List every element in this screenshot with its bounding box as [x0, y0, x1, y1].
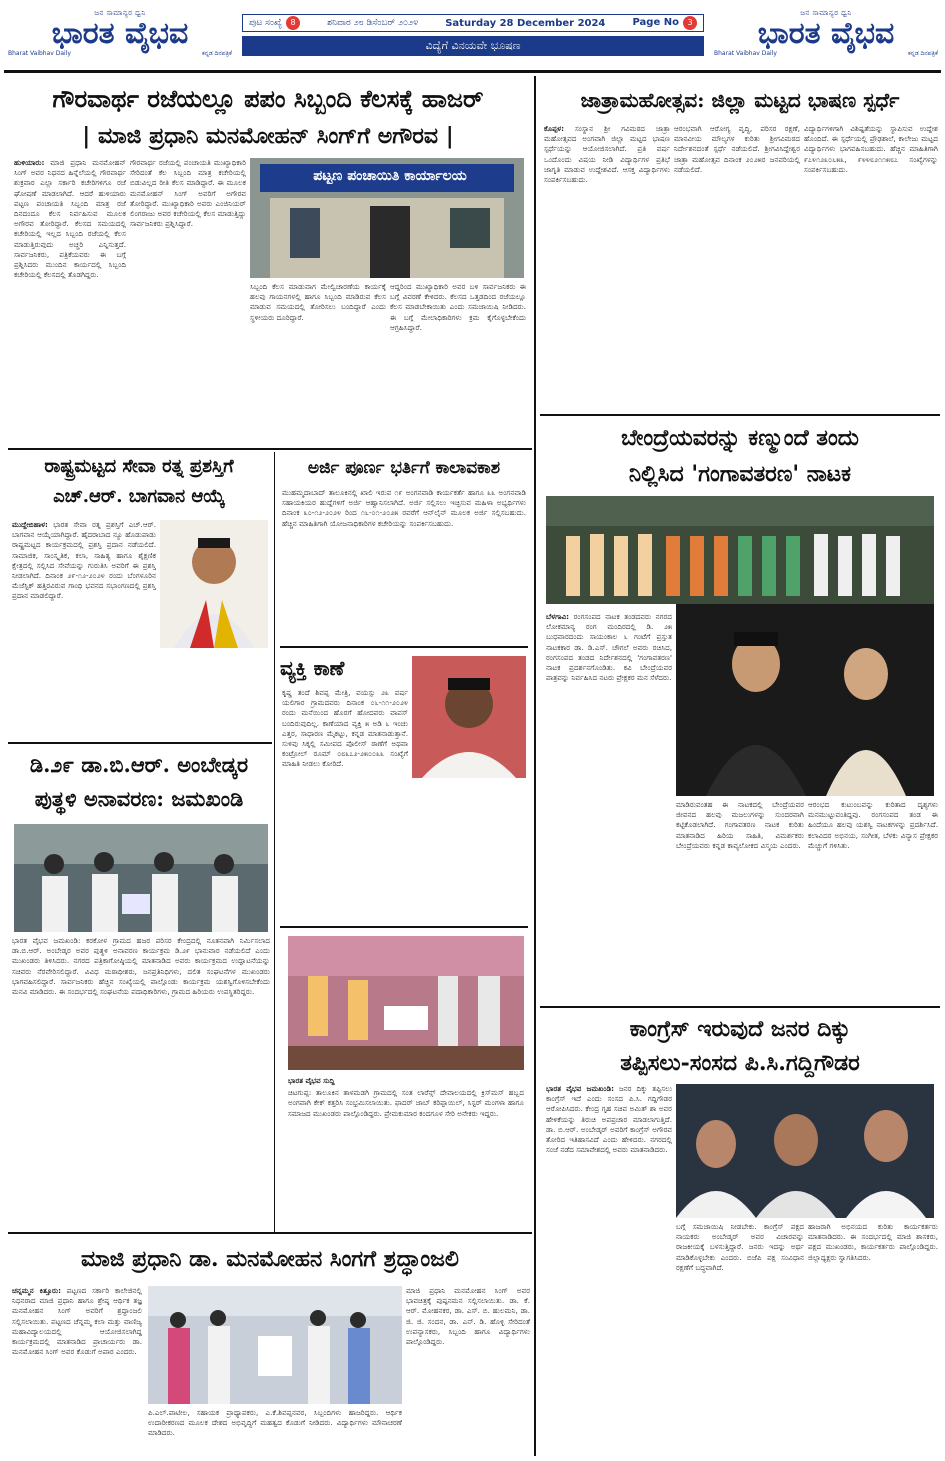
gaurava-dateline: ಹುಳಿಯಾರು: [14, 158, 45, 167]
bendre-group-photo [546, 496, 934, 604]
bendre-dateline: ಬೆಳಗಾವಿ: [546, 612, 570, 621]
arji-text: ಮುಹಮ್ಮದಾಬಾದ್ ತಾಲೂಕಿನಲ್ಲಿ ಖಾಲಿ ಇರುವ ೧೯ ಅಂಗನವಾಡಿ ಕಾರ್ಯಕರ್ತೆ ಹಾಗೂ ೩೩ ಅಂಗನವಾಡಿ ಸಹಾಯಕಿಯರ ಹುದ್ದೆಗಳಿಗೆ ಅರ್ಜಿ ಆಹ್ವಾನಿಸಲಾಗಿದೆ. ಅರ್ಜಿ ಸಲ್ಲಿಸಲು ಇಚ್ಛಿಸುವ ಮಹಿಳಾ ಅಭ್ಯರ್ಥಿಗಳು ದಿನಾಂಕ ೩೦-೧೨-೨೦೨೪ ರಿಂದ ೧೬-೦೧-೨೦೨೫ ರವರೆಗೆ ಆನ್‌ಲೈನ್ ಮೂಲಕ ಅರ್ಜಿ ಸಲ್ಲಿಸಬಹುದು. ಹೆಚ್ಚಿನ ಮಾಹಿತಿಗಾಗಿ ಯೋಜನಾಧಿಕಾರಿಗಳ ಕಚೇರಿಯನ್ನು ಸಂಪರ್ಕಿಸಬಹುದು. [282, 488, 526, 528]
jatra-col-3 [804, 124, 938, 414]
divider-2 [8, 742, 272, 744]
gaurava-text-4: ಆದ್ದರಿಂದ ಮುಖ್ಯಾಧಿಕಾರಿ ಅವರ ಬಳಿ ಸಾರ್ವಜನಿಕರು ಈ ಬಗ್ಗೆ ವಿವರಣೆ ಕೇಳಿದರು. ಕೆಲಸದ ಒತ್ತಡದಿಂದ ರಜೆಯಲ್ಲೂ ಕೆಲಸ ಮಾಡಬೇಕಾಯಿತು ಎಂದು ಸಮಜಾಯಿಷಿ ನೀಡಿದರು. ಈ ಬಗ್ಗೆ ಮೇಲಾಧಿಕಾರಿಗಳು ಕ್ರಮ ಕೈಗೊಳ್ಳಬೇಕೆಂದು ಆಗ್ರಹಿಸಿದ್ದಾರೆ. [390, 282, 526, 332]
ambedkar-headline-1: ಡಿ.೨೯ ಡಾ.ಬಿ.ಆರ್. ಅಂಬೇಡ್ಕರ [29, 752, 249, 777]
jatra-dateline: ಕೊಪ್ಪಳ: [544, 124, 565, 133]
jatra-text-3: ವಿದ್ಯಾರ್ಥಿಗಳಿಗಾಗಿ ವಿಶಿಷ್ಟತೆಯನ್ನು ಸ್ಥಾಪಿಸುವ ಉದ್ದೇಶ ಹೊಂದಿದೆ. ಈ ಸ್ಪರ್ಧೆಯಲ್ಲಿ ಪ್ರೌಢಶಾಲೆ, ಕಾಲೇಜು ಮಟ್ಟದ ವಿದ್ಯಾರ್ಥಿಗಳು ಭಾಗವಹಿಸಬಹುದು. ಹೆಚ್ಚಿನ ಮಾಹಿತಿಗಾಗಿ ೯೭೪೧೨೩೦೬೫೩, ೯೪೪೮೨೧೧೫೮೭ ಸಂಖ್ಯೆಗಳನ್ನು ಸಂಪರ್ಕಿಸಬಹುದು. [804, 124, 938, 174]
congress-text-1: ಜನರ ದಿಕ್ಕು ತಪ್ಪಿಸಲು ಕಾಂಗ್ರೆಸ್ ಇದೆ ಎಂದು ಸಂಸದ ಪಿ.ಸಿ. ಗದ್ದಿಗೌಡರ ಆರೋಪಿಸಿದರು. ಕೇಂದ್ರ ಗೃಹ ಸಚಿವ ಅಮಿತ್ ಶಾ ಅವರ ಹೇಳಿಕೆಯನ್ನು ತಿರುಚಿ ಅಪಪ್ರಚಾರ ಮಾಡಲಾಗುತ್ತಿದೆ. ಡಾ. ಬಿ.ಆರ್. ಅಂಬೇಡ್ಕರ್ ಅವರಿಗೆ ಕಾಂಗ್ರೆಸ್ ಅಗೌರವ ತೋರಿದ ಇತಿಹಾಸವಿದೆ ಎಂದು ಹೇಳಿದರು. ನಗರದಲ್ಲಿ ಸಂಜೆ ನಡೆದ ಸಮಾವೇಶದಲ್ಲಿ ಅವರು ಮಾತನಾಡಿದರು. [546, 1084, 672, 1155]
page-number: 3 [683, 16, 697, 30]
logo-title: ಭಾರತ ವೈಭವ [51, 15, 189, 51]
pattana-panchayat-photo [250, 158, 524, 278]
logo-english-right: Bharat Vaibhav Daily [714, 49, 777, 57]
logo-title-right: ಭಾರತ ವೈಭವ [757, 15, 895, 51]
congress-dateline: ಭಾರತ ವೈಭವ ಜಮಖಂಡಿ: [546, 1084, 614, 1093]
christmas-text: ಚಿಟಗುಪ್ಪ: ತಾಲೂಕಿನ ತಾಳಮಡಗಿ ಗ್ರಾಮದಲ್ಲಿ ಸಂತ ಲಾರೆನ್ಸ್ ದೇವಾಲಯದಲ್ಲಿ ಕ್ರಿಸ್‌ಮಸ್ ಹಬ್ಬದ ಅಂಗವಾಗಿ ಕೇಕ್ ಕತ್ತರಿಸಿ ಸಂಭ್ರಮಿಸಲಾಯಿತು. ಫಾದರ್ ಜಾಬ್ ಕರಿಪ್ಪಾಯಿಲ್, ಸಿಸ್ಟರ್ ಮಂಗಳಾ ಹಾಗೂ ಸಮಾಜದ ಮುಖಂಡರು ಪಾಲ್ಗೊಂಡಿದ್ದರು. ಪ್ರೇಮಕುಮಾರ ಕಂದಗೂಳ ಸೇರಿ ಅನೇಕರು ಇದ್ದರು. [288, 1088, 524, 1118]
vyakti-body [282, 688, 408, 914]
bendre-text-2: ಮಾಡಿರುವಂತಹ ಈ ನಾಟಕದಲ್ಲಿ ಬೇಂದ್ರೆಯವರ ಜೀವನದ ಹಲವು ಮಜಲುಗಳನ್ನು ಸುಂದರವಾಗಿ ಕಟ್ಟಿಕೊಡಲಾಗಿದೆ. ಗಂಗಾವತರಣ ನಾಟಕ ಕುರಿತು ಮಾತನಾಡಿದ ಹಿರಿಯ ಸಾಹಿತಿ, ವಿಮರ್ಶಕರು ಬೇಂದ್ರೆಯವರು ಕನ್ನಡ ಕಾವ್ಯಲೋಕದ ವಿಸ್ಮಯ ಎಂದರು. [676, 800, 804, 850]
seva-text: ಭಾರತ ಸೇವಾ ರತ್ನ ಪ್ರಶಸ್ತಿಗೆ ಎಚ್.ಆರ್. ಬಾಗವಾನ ಆಯ್ಕೆಯಾಗಿದ್ದಾರೆ. ಹೈದರಾಬಾದ ನ್ಯೂ ಹೊಡುಪಾಡು ರಾಷ್ಟ್ರಮಟ್ಟದ ಕಾರ್ಯಕ್ರಮದಲ್ಲಿ ಪ್ರಶಸ್ತಿ ಪ್ರದಾನ ನಡೆಯಲಿದೆ. ಸಾಮಾಜಿಕ, ಸಾಂಸ್ಕೃತಿಕ, ಕಲಾ, ಸಾಹಿತ್ಯ ಹಾಗೂ ಶೈಕ್ಷಣಿಕ ಕ್ಷೇತ್ರದಲ್ಲಿ ಸಲ್ಲಿಸಿದ ಸೇವೆಯನ್ನು ಗುರುತಿಸಿ ಅವರಿಗೆ ಈ ಪ್ರಶಸ್ತಿ ನೀಡಲಾಗಿದೆ. ದಿನಾಂಕ ೨೯-೧೨-೨೦೨೪ ರಂದು ಬೆಂಗಳೂರಿನ ಮೆಜೆಸ್ಟಿಕ್ ಹತ್ತಿರವಿರುವ ಗಾಂಧಿ ಭವನದ ಸಭಾಂಗಣದಲ್ಲಿ ಪ್ರಶಸ್ತಿ ಪ್ರದಾನ ಮಾಡಲಿದ್ದಾರೆ. [12, 520, 156, 601]
christmas-body [288, 1076, 524, 1226]
congress-text-3: ಹಾಜರಾಗಿ ಅಭಿನಯದ ಕುರಿತು ಕಾರ್ಯಕರ್ತರು ಮಾತನಾಡಿದರು. ಈ ಸಂದರ್ಭದಲ್ಲಿ ಮಾಜಿ ಶಾಸಕರು, ಪಕ್ಷದ ಮುಖಂಡರು, ಕಾರ್ಯಕರ್ತರು ಪಾಲ್ಗೊಂಡಿದ್ದರು. ಜಿಲ್ಲಾಧ್ಯಕ್ಷರು ಸ್ವಾಗತಿಸಿದರು. [808, 1222, 938, 1262]
gaurava-col-2 [130, 158, 246, 443]
issue-number: 8 [286, 16, 300, 30]
bendre-col-1 [546, 612, 672, 1002]
christmas-photo [288, 936, 524, 1070]
gaurava-text-1: ಮಾಜಿ ಪ್ರಧಾನಿ ಮನಮೋಹನ್ ಸಿಂಗ್ ಅವರ ನಿಧನದ ಹಿನ್ನೆಲೆಯಲ್ಲಿ ಗೌರವಾರ್ಥ ಶುಕ್ರವಾರ ಎಲ್ಲಾ ಸರ್ಕಾರಿ ಕಚೇರಿಗಳಿಗೂ ರಜೆ ಘೋಷಣೆ ಮಾಡಲಾಗಿದೆ. ಆದರೆ ಹುಳಿಯಾರು ಪಟ್ಟಣ ಪಂಚಾಯತಿ ಸಿಬ್ಬಂದಿ ಮಾತ್ರ ರಜೆ ದಿನದಂದೂ ಕೆಲಸ ನಿರ್ವಹಿಸುವ ಮೂಲಕ ಅಗೌರವ ತೋರಿದ್ದಾರೆ. ಕೆಲಸದ ಸಮಯದಲ್ಲಿ ಕಚೇರಿಯಲ್ಲಿ ಇಲ್ಲದ ಸಿಬ್ಬಂದಿ ರಜೆಯಲ್ಲಿ ಕೆಲಸ ಮಾಡುತ್ತಿರುವುದು ಅಚ್ಚರಿ ಎನ್ನಿಸುತ್ತದೆ. ಸಾರ್ವಜನಿಕರು, ಪತ್ರಿಕೆಯವರು ಈ ಬಗ್ಗೆ ಪ್ರಶ್ನಿಸಿದರು ಮುಂದಿನ ಕಾರ್ಯದಲ್ಲಿ ಸಿಬ್ಬಂದಿ ಕಚೇರಿಯಲ್ಲಿ ಕೆಲಸದಲ್ಲಿ ತೊಡಗಿದ್ದರು. [14, 158, 126, 280]
masthead-divider [4, 70, 941, 73]
motto-bar: ವಿದ್ಯೆಗೆ ವಿನಯವೇ ಭೂಷಣ [242, 36, 704, 56]
gaurava-text-3: ಸಿಬ್ಬಂದಿ ಕೆಲಸ ಮಾಡುವಾಗ ಮೇಲ್ವಿಚಾರಣೆಯ ಕಾರ್ಯಕ್ಕೆ ಹಲವು ಗಾಯನಗಳಲ್ಲಿ ಹಾಗೂ ಸಿಬ್ಬಂದಿ ಮಾಡಿರುವ ಕೆಲಸ ಮಾಡುವ ಸಮಯದಲ್ಲಿ ತೋರಿಸಲು ಬಂದಿದ್ದಾರೆ ಎಂದು ಸ್ಥಳೀಯರು ದೂರಿದ್ದಾರೆ. [250, 282, 386, 322]
pattana-sign-text: ಪಟ್ಟಣ ಪಂಚಾಯಿತಿ ಕಾರ್ಯಾಲಯ [313, 168, 467, 184]
shraddhanjali-col-3 [406, 1286, 530, 1456]
shraddhanjali-photo [148, 1286, 402, 1404]
column-divider-main [534, 76, 536, 1456]
gaurava-text-2: ಗೌರವಾರ್ಥ ರಜೆಯಲ್ಲಿ ಪಂಚಾಯತಿ ಮುಖ್ಯಾಧಿಕಾರಿ ಸೇರಿದಂತೆ ಕೆಲ ಸಿಬ್ಬಂದಿ ಮಾತ್ರ ಕಚೇರಿಯಲ್ಲಿ ಬಿಡುವಿಲ್ಲದ ರೀತಿ ಕೆಲಸ ಮಾಡಿದ್ದಾರೆ. ಈ ಮೂಲಕ ಮನಮೋಹನ್ ಸಿಂಗ್ ಅವರಿಗೆ ಅಗೌರವ ತೋರಿದ್ದಾರೆ. ಮುಖ್ಯಾಧಿಕಾರಿ ಅವರು ಎಂಜಿನಿಯರ್ ಲಿಂಗರಾಜು ಅವರ ಕಚೇರಿಯಲ್ಲಿ ಕೆಲಸ ಮಾಡುತ್ತಿದ್ದು ಸಾರ್ವಜನಿಕರು ಪ್ರಶ್ನಿಸಿದ್ದಾರೆ. [130, 158, 246, 229]
ambedkar-text: ಭಾರತ ವೈಭವ ಜಮಖಂಡಿ: ಕರಕೋಳ ಗ್ರಾಮದ ಹಜರ ಪರಿಸರ ಕೇಂದ್ರದಲ್ಲಿ ನೂತನವಾಗಿ ನಿರ್ಮಿಸಲಾದ ಡಾ.ಬಿ.ಆರ್. ಅಂಬೇಡ್ಕರ ಅವರ ಪುತ್ಥಳಿ ಅನಾವರಣ ಕಾರ್ಯಕ್ರಮ ಡಿ.೨೯ ಭಾನುವಾರ ನಡೆಯಲಿದೆ ಎಂದು ಮುಖಂಡರು ತಿಳಿಸಿದರು. ನಗರದ ಪತ್ರಿಕಾಗೋಷ್ಠಿಯಲ್ಲಿ ಮಾತನಾಡಿದ ಅವರು ಕಾರ್ಯಕ್ರಮದ ಉದ್ಘಾಟನೆಯನ್ನು ಸಚಿವರು ನೆರವೇರಿಸಲಿದ್ದಾರೆ. ವಿವಿಧ ಮಠಾಧೀಶರು, ಜನಪ್ರತಿನಿಧಿಗಳು, ದಲಿತ ಸಂಘಟನೆಗಳ ಮುಖಂಡರು ಭಾಗವಹಿಸಲಿದ್ದಾರೆ. ಸಾರ್ವಜನಿಕರು ಹೆಚ್ಚಿನ ಸಂಖ್ಯೆಯಲ್ಲಿ ಪಾಲ್ಗೊಂಡು ಕಾರ್ಯಕ್ರಮ ಯಶಸ್ವಿಗೊಳಿಸಬೇಕೆಂದು ಮನವಿ ಮಾಡಿದರು. ಈ ಸಂದರ್ಭದಲ್ಲಿ ಸಂಘಟನೆಯ ಪದಾಧಿಕಾರಿಗಳು, ಗ್ರಾಮದ ಹಿರಿಯರು ಉಪಸ್ಥಿತರಿದ್ದರು. [12, 936, 270, 997]
vyakti-text: ಕೃಷ್ಣ ತಂದೆ ಶಿವಪ್ಪ ಮೇತ್ರಿ, ವಯಸ್ಸು ೨೩ ವರ್ಷ ಯಲಿಗಾರ ಗ್ರಾಮದವರು ದಿನಾಂಕ ೦೬-೧೧-೨೦೨೪ ರಂದು ಮನೆಯಿಂದ ಹೊರಗೆ ಹೋದವರು ವಾಪಸ್ ಬಂದಿರುವುದಿಲ್ಲ. ಕಾಣೆಯಾದ ವ್ಯಕ್ತಿ ೫ ಅಡಿ ೬ ಇಂಚು ಎತ್ತರ, ಸಾಧಾರಣ ಮೈಕಟ್ಟು, ಕನ್ನಡ ಮಾತನಾಡುತ್ತಾನೆ. ಸುಳಿವು ಸಿಕ್ಕಲ್ಲಿ ಸಮೀಪದ ಪೊಲೀಸ್ ಠಾಣೆಗೆ ಅಥವಾ ಕಂಟ್ರೋಲ್ ರೂಮ್ ೦೮೩೭೨-೨೫೦೦೩೩ ಸಂಖ್ಯೆಗೆ ಮಾಹಿತಿ ನೀಡಲು ಕೋರಿದೆ. [282, 688, 408, 769]
bendre-col-3 [808, 800, 938, 1002]
arji-body [282, 488, 526, 638]
seva-body [12, 520, 156, 738]
shraddhanjali-text-3: ಮಾಜಿ ಪ್ರಧಾನಿ ಮನಮೋಹನ ಸಿಂಗ್ ಅವರ ಭಾವಚಿತ್ರಕ್ಕೆ ಪುಷ್ಪನಮನ ಸಲ್ಲಿಸಲಾಯಿತು. ಡಾ. ಕೆ. ಆರ್. ಮೋಹನಕರ, ಡಾ. ಎಸ್. ಬಿ. ಹುಲಮನಿ, ಡಾ. ಜಿ. ಜಿ. ಸಂದನ, ಡಾ. ಎನ್. ಡಿ. ಹೊಳ್ಳಿ ಸೇರಿದಂತೆ ಉಪನ್ಯಾಸಕರು, ಸಿಬ್ಬಂದಿ ಹಾಗೂ ವಿದ್ಯಾರ್ಥಿಗಳು ಪಾಲ್ಗೊಂಡಿದ್ದರು. [406, 1286, 530, 1347]
gaurava-col-1 [14, 158, 126, 443]
bendre-headline-1: ಬೇಂದ್ರೆಯವರನ್ನು ಕಣ್ಮುಂದೆ ತಂದು [621, 425, 859, 451]
bendre-stage-photo [676, 604, 934, 796]
page-label: Page No [632, 17, 679, 28]
missing-person-photo [412, 656, 526, 778]
logo-tagline-right: ಜನ ಸಾಮಾನ್ಯರ ಧ್ವನಿ [800, 8, 852, 17]
kannada-date: ಶನಿವಾರ ೨೮ ಡಿಸೆಂಬರ್ ೨೦೨೪ [327, 18, 419, 28]
logo-english: Bharat Vaibhav Daily [8, 49, 71, 57]
congress-headline-2: ತಪ್ಪಿಸಲು-ಸಂಸದ ಪಿ.ಸಿ.ಗದ್ದಿಗೌಡರ [620, 1050, 860, 1076]
divider-3 [280, 646, 528, 648]
issue-label: ಪುಟ ಸಂಖ್ಯೆ [249, 18, 282, 28]
divider-5 [8, 1232, 532, 1234]
divider-1 [8, 448, 532, 450]
divider-4 [280, 926, 528, 928]
vyakti-headline: ವ್ಯಕ್ತಿ ಕಾಣೆ [280, 656, 345, 680]
issue-bar [242, 14, 704, 32]
gaurava-headline-1: ಗೌರವಾರ್ಥ ರಜೆಯಲ್ಲೂ ಪಪಂ ಸಿಬ್ಬಂದಿ ಕೆಲಸಕ್ಕೆ ಹಾಜರ್ [52, 84, 484, 113]
shraddhanjali-headline: ಮಾಜಿ ಪ್ರಧಾನಿ ಡಾ. ಮನಮೋಹನ ಸಿಂಗಗೆ ಶ್ರದ್ಧಾಂಜಲಿ [81, 1246, 459, 1272]
shraddhanjali-col-1 [12, 1286, 142, 1456]
seva-headline: ರಾಷ್ಟ್ರಮಟ್ಟದ ಸೇವಾ ರತ್ನ ಪ್ರಶಸ್ತಿಗೆ ಎಚ್.ಆರ್. ಬಾಗವಾನ ಆಯ್ಕೆ [44, 456, 234, 507]
ambedkar-body [12, 936, 270, 1228]
christmas-dateline: ಭಾರತ ವೈಭವ ಸುದ್ದಿ [288, 1076, 335, 1085]
jatra-text-2: ಆರಂಭವಾಗಿ ಆರೋಗ್ಯ ವೃದ್ಧಿ, ಪರಿಸರ ರಕ್ಷಣೆ, ಮಾನವೀಯ ಮೌಲ್ಯಗಳ ಕುರಿತು ಶ್ರೀಗವಿಮಠದ ನಿರ್ದೇಶನದಂತೆ ಸ್ಪರ್ಧೆ ನಡೆಯಲಿದೆ. ಶ್ರೀಗವಿಸಿದ್ದೇಶ್ವರ ಜಾತ್ರಾ ಮಹೋತ್ಸವ ದಿನಾಂಕ ೨೦೨೫ರ ಜನವರಿಯಲ್ಲಿ ನಡೆಯಲಿದೆ. [674, 124, 800, 174]
masthead-logo-right [710, 4, 942, 62]
congress-photo [676, 1084, 934, 1218]
ambedkar-headline-2: ಪುತ್ಥಳಿ ಅನಾವರಣ: ಜಮಖಂಡಿ [34, 786, 244, 811]
english-date: Saturday 28 December 2024 [445, 17, 606, 29]
gaurava-headline-2: | ಮಾಜಿ ಪ್ರಧಾನಿ ಮನಮೋಹನ್ ಸಿಂಗ್‌ಗೆ ಅಗೌರವ | [82, 123, 454, 149]
shraddhanjali-col-2 [148, 1408, 402, 1456]
column-divider-left [274, 452, 275, 1232]
masthead-center [242, 14, 704, 60]
bendre-text-3: ಆರಂಭದ ಕುಟುಂಬವನ್ನು ಕುರಿತಾದ ದೃಶ್ಯಗಳು ಮನಮುಟ್ಟುವಂತಿದ್ದವು. ರಂಗಸಂಪದ ತಂಡ ಈ ಹಿಂದೆಯೂ ಹಲವು ಯಶಸ್ವಿ ನಾಟಕಗಳನ್ನು ಪ್ರದರ್ಶಿಸಿದೆ. ಕಲಾವಿದರ ಅಭಿನಯ, ಸಂಗೀತ, ಬೆಳಕು ವಿನ್ಯಾಸ ಪ್ರೇಕ್ಷಕರ ಮೆಚ್ಚುಗೆ ಗಳಿಸಿತು. [808, 800, 938, 850]
bendre-text-1: ರಂಗಸಂಪದ ನಾಟಕ ತಂಡದವರು ನಗರದ ಲೋಕಮಾನ್ಯ ರಂಗ ಮಂದಿರದಲ್ಲಿ ಡಿ. ೨೫ ಬುಧವಾರದಂದು ಸಾಯಂಕಾಲ ೬ ಗಂಟೆಗೆ ಪ್ರಸ್ತುತ ನಾಟಕಕಾರ ಡಾ. ಡಿ.ಎಸ್. ಚೌಗಲೆ ಅವರು ರಚಿಸಿದ, ರಂಗಸಂಪದ ತಂಡದ ನಿರ್ದೇಶನದಲ್ಲಿ 'ಗಂಗಾವತರಣ' ನಾಟಕ ಪ್ರದರ್ಶನಗೊಂಡಿತು. ಕವಿ ಬೇಂದ್ರೆಯವರ ಪಾತ್ರವನ್ನು ನಿರ್ವಹಿಸಿದ ನಟರು ಪ್ರೇಕ್ಷಕರ ಮನ ಸೆಳೆದರು. [546, 612, 672, 683]
shraddhanjali-text-2: ಪಿ.ಎಲ್.ಪಾಟೀಲ, ಸಹಾಯಕ ಪ್ರಾಧ್ಯಾಪಕರು, ಎ.ಕೆ.ಶಿವಪ್ಪನವರ, ಸಿಬ್ಬಂದಿಗಳು ಹಾಜರಿದ್ದರು. ಆರ್ಥಿಕ ಉದಾರೀಕರಣದ ಮೂಲಕ ದೇಶದ ಅಭಿವೃದ್ಧಿಗೆ ಮಹತ್ವದ ಕೊಡುಗೆ ನೀಡಿದರು. ವಿದ್ಯಾರ್ಥಿಗಳು ಮೌನಾಚರಣೆ ಮಾಡಿದರು. [148, 1408, 402, 1438]
masthead-logo-left [4, 4, 236, 62]
bendre-headline-2: ನಿಲ್ಲಿಸಿದ 'ಗಂಗಾವತರಣ' ನಾಟಕ [628, 461, 852, 487]
congress-col-3 [808, 1222, 938, 1454]
arji-headline: ಅರ್ಜಿ ಪೂರ್ಣ ಭರ್ತಿಗೆ ಕಾಲಾವಕಾಶ [307, 458, 501, 478]
ambedkar-group-photo [14, 824, 268, 932]
shraddhanjali-dateline: ಚನ್ನಮ್ಮನ ಕಿತ್ತೂರು: [12, 1286, 61, 1295]
logo-kannada-tag-right: ಕನ್ನಡ ದಿನಪತ್ರಿಕೆ [907, 49, 938, 57]
logo-tagline: ಜನ ಸಾಮಾನ್ಯರ ಧ್ವನಿ [94, 8, 146, 17]
seva-dateline: ಮುದ್ದೇಬಿಹಾಳ: [12, 520, 48, 529]
bagawan-portrait [160, 520, 268, 648]
jatra-col-1 [544, 124, 670, 414]
gaurava-col-3 [250, 282, 386, 444]
bendre-col-2 [676, 800, 804, 1002]
congress-headline-1: ಕಾಂಗ್ರೆಸ್ ಇರುವುದೆ ಜನರ ದಿಕ್ಕು [629, 1016, 851, 1042]
divider-right-2 [540, 1006, 940, 1008]
shraddhanjali-text-1: ಪಟ್ಟಣದ ಸರ್ಕಾರಿ ಕಾಲೇಜಿನಲ್ಲಿ ನಿಧನರಾದ ಮಾಜಿ ಪ್ರಧಾನಿ ಹಾಗೂ ಶ್ರೇಷ್ಠ ಆರ್ಥಿಕ ತಜ್ಞ ಮನಮೋಹನ ಸಿಂಗ್ ಅವರಿಗೆ ಶ್ರದ್ಧಾಂಜಲಿ ಸಲ್ಲಿಸಲಾಯಿತು. ಪಟ್ಟಣದ ಚೆನ್ನಮ್ಮ ಕಲಾ ಮತ್ತು ವಾಣಿಜ್ಯ ಮಹಾವಿದ್ಯಾಲಯದಲ್ಲಿ ಆಯೋಜಿಸಲಾಗಿದ್ದ ಕಾರ್ಯಕ್ರಮದಲ್ಲಿ ಮಾತನಾಡಿದ ಪ್ರಾಚಾರ್ಯರು ಡಾ. ಮನಮೋಹನ ಸಿಂಗ್ ಅವರ ಕೊಡುಗೆ ಅಪಾರ ಎಂದರು. [12, 1286, 142, 1357]
gaurava-col-4 [390, 282, 526, 444]
jatra-col-2 [674, 124, 800, 414]
jatra-headline: ಜಾತ್ರಾಮಹೋತ್ಸವ: ಜಿಲ್ಲಾ ಮಟ್ಟದ ಭಾಷಣ ಸ್ಪರ್ಧೆ [580, 88, 900, 112]
congress-col-1 [546, 1084, 672, 1454]
congress-text-2: ಬಗ್ಗೆ ಸಮಜಾಯಿಷಿ ನೀಡಬೇಕು. ಕಾಂಗ್ರೆಸ್ ಪಕ್ಷದ ನಾಯಕರು ಅಂಬೇಡ್ಕರ್ ಅವರ ವಿಚಾರವನ್ನು ರಾಜಕೀಯಕ್ಕೆ ಬಳಸುತ್ತಿದ್ದಾರೆ. ಜನರು ಇದನ್ನು ಅರ್ಥ ಮಾಡಿಕೊಳ್ಳಬೇಕು ಎಂದರು. ಬಿಜೆಪಿ ಪಕ್ಷ ಸಂವಿಧಾನ ರಕ್ಷಣೆಗೆ ಬದ್ಧವಾಗಿದೆ. [676, 1222, 804, 1272]
jatra-text-1: ಸಂಸ್ಥಾನ ಶ್ರೀ ಗವಿಮಠದ ಜಾತ್ರಾ ಮಹೋತ್ಸವದ ಅಂಗವಾಗಿ ಜಿಲ್ಲಾ ಮಟ್ಟದ ಭಾಷಣ ಸ್ಪರ್ಧೆಯನ್ನು ಆಯೋಜಿಸಲಾಗಿದೆ. ಪ್ರತಿ ವರ್ಷ ಒಂದೊಂದು ವಿಷಯ ನೀಡಿ ವಿದ್ಯಾರ್ಥಿಗಳ ಪ್ರತಿಭೆ ಜಾಗೃತಿ ಮಾಡುವ ಉದ್ದೇಶವಿದೆ. ಆಸಕ್ತ ವಿದ್ಯಾರ್ಥಿಗಳು ಸಂಪರ್ಕಿಸಬಹುದು. [544, 124, 670, 185]
congress-col-2 [676, 1222, 804, 1454]
logo-kannada-tag: ಕನ್ನಡ ದಿನಪತ್ರಿಕೆ [201, 49, 232, 57]
divider-right-1 [540, 414, 940, 416]
